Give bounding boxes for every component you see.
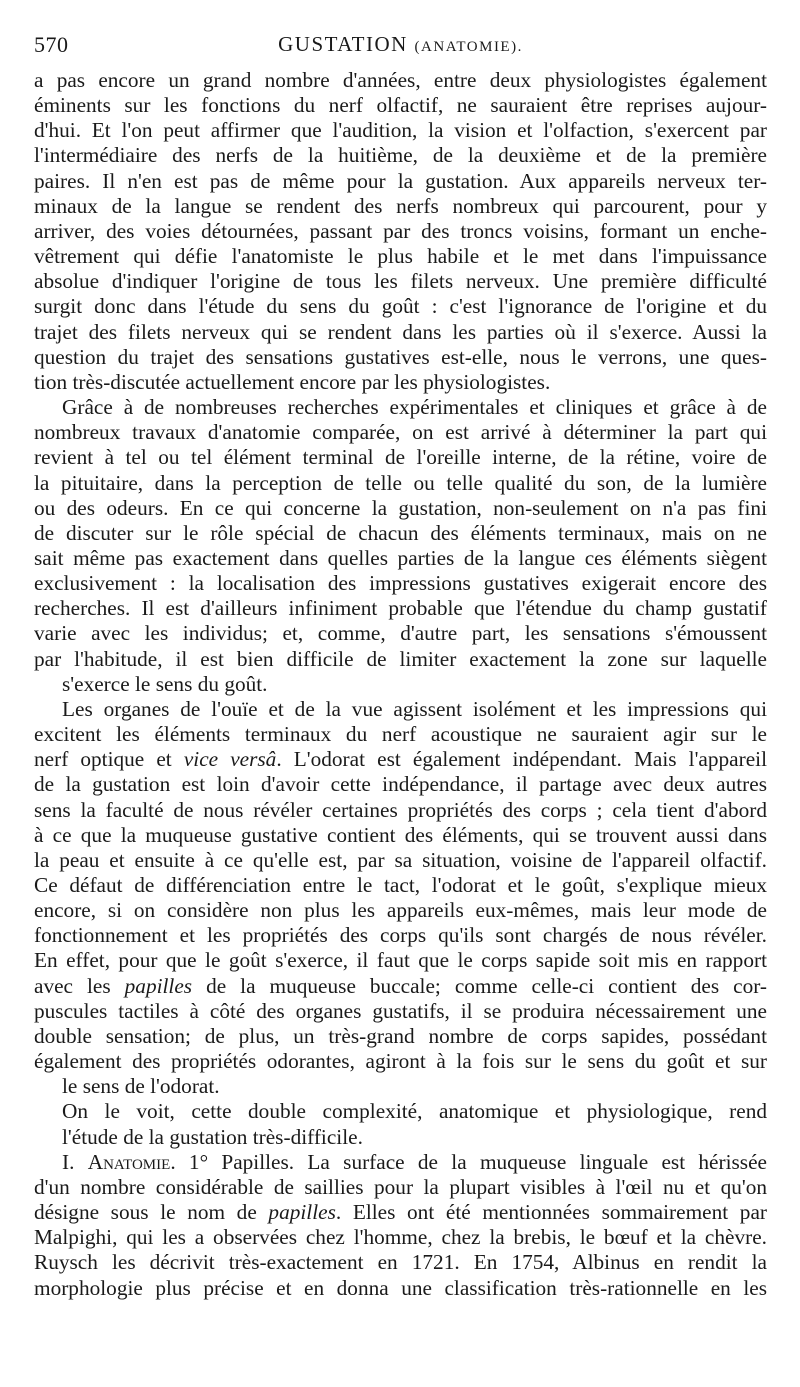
text-line: On le voit, cette double complexité, anatomique et physiologique, rend: [62, 1099, 767, 1124]
text-line: nombreux travaux d'anatomie comparée, on est arrivé à déterminer la part qui: [34, 420, 767, 445]
text-line: Les organes de l'ouïe et de la vue agissent isolément et les impressions qui: [62, 696, 767, 721]
paragraph: [34, 395, 767, 697]
text-line: encore, si on considère non plus les appareils eux-mêmes, mais leur mode de: [34, 898, 767, 923]
text-line: sait même pas exactement dans quelles parties de la langue ces éléments siègent: [34, 545, 767, 570]
text-line: vêtrement qui défie l'anatomiste le plus habile et le met dans l'impuissance: [34, 244, 767, 269]
text-line: recherches. Il est d'ailleurs infiniment probable que l'étendue du champ gustatif: [34, 596, 767, 621]
section-heading: Anatomie: [87, 1149, 171, 1174]
text-line: morphologie plus précise et en donna une classification très-rationnelle en les: [34, 1275, 767, 1300]
text-line: l'étude de la gustation très-difficile.: [62, 1124, 363, 1149]
text-line: d'hui. Et l'on peut affirmer que l'audition, la vision et l'olfaction, s'exercent par: [34, 118, 767, 143]
text-line: En effet, pour que le goût s'exerce, il faut que le corps sapide soit mis en rapport: [34, 948, 767, 973]
text-line: d'un nombre considérable de saillies pour la plupart visibles à l'œil nu et qu'on: [34, 1174, 767, 1199]
page-number: 570: [34, 32, 69, 57]
paragraph: [34, 697, 767, 1100]
text-line: fonctionnement et les propriétés des corps qu'ils sont chargés de nous révéler.: [34, 923, 767, 948]
text-line: question du trajet des sensations gustatives est-elle, nous le verrons, une ques-: [34, 344, 767, 369]
text-line: par l'habitude, il est bien difficile de limiter exactement la zone sur laquelle: [34, 646, 767, 671]
paragraph: [34, 68, 767, 395]
text-line: à ce que la muqueuse gustative contient des éléments, qui se trouvent aussi dans: [34, 822, 767, 847]
text-line: revient à tel ou tel élément terminal de l'oreille interne, de la rétine, voire de: [34, 445, 767, 470]
page-body: [34, 68, 767, 1301]
text-line: également des propriétés odorantes, agiront à la fois sur le sens du goût et sur: [34, 1049, 767, 1074]
paragraph: [34, 1099, 767, 1149]
text-line: éminents sur les fonctions du nerf olfactif, ne sauraient être reprises aujour-: [34, 93, 767, 118]
text-line: tion très-discutée actuellement encore par les physiologistes.: [34, 369, 551, 394]
page-header: [34, 28, 767, 68]
paragraph: [34, 1150, 767, 1301]
text-line: Malpighi, qui les a observées chez l'homme, chez la brebis, le bœuf et la chèvre.: [34, 1225, 767, 1250]
text-line: exclusivement : la localisation des impressions gustatives exigerait encore des: [34, 571, 767, 596]
text-line: la peau et ensuite à ce qu'elle est, par sa situation, voisine de l'appareil olfactif.: [34, 847, 767, 872]
text-line: le sens de l'odorat.: [62, 1074, 220, 1099]
text-line: désigne sous le nom de papilles. Elles ont été mentionnées sommairement par: [34, 1200, 767, 1225]
text-line: ou des odeurs. En ce qui concerne la gustation, non-seulement on n'a pas fini: [34, 495, 767, 520]
text-line: Ruysch les décrivit très-exactement en 1721. En 1754, Albinus en rendit la: [34, 1250, 767, 1275]
text-line: a pas encore un grand nombre d'années, entre deux physiologistes également: [34, 68, 767, 92]
text-line: nerf optique et vice versâ. L'odorat est également indépendant. Mais l'appareil: [34, 747, 767, 772]
text-line: l'intermédiaire des nerfs de la huitième, de la deuxième et de la première: [34, 143, 767, 168]
text-line: surgit donc dans l'étude du sens du goût : c'est l'ignorance de l'origine et du: [34, 294, 767, 319]
text-line: Grâce à de nombreuses recherches expérimentales et cliniques et grâce à de: [62, 395, 767, 420]
text-line: paires. Il n'en est pas de même pour la gustation. Aux appareils nerveux ter-: [34, 168, 767, 193]
text-line: s'exerce le sens du goût.: [62, 671, 268, 696]
text-line: arriver, des voies détournées, passant par des troncs voisins, formant un enche-: [34, 218, 767, 243]
text-line: varie avec les individus; et, comme, d'autre part, les sensations s'émoussent: [34, 621, 767, 646]
text-line: la pituitaire, dans la perception de telle ou telle qualité du son, de la lumière: [34, 470, 767, 495]
italic-term: vice versâ: [183, 747, 277, 772]
text-line: avec les papilles de la muqueuse buccale; comme celle-ci contient des cor-: [34, 973, 767, 998]
text-line: Ce défaut de différenciation entre le tact, l'odorat et le goût, s'explique mieux: [34, 873, 767, 897]
text-line: sens la faculté de nous révéler certaines propriétés des corps ; cela tient d'abord: [34, 797, 767, 822]
text-line: I. Anatomie. 1° Papilles. La surface de la muqueuse linguale est hérissée: [62, 1149, 767, 1174]
running-subtitle: (ANATOMIE).: [414, 39, 523, 55]
italic-term: papilles: [124, 973, 193, 998]
running-head: [34, 32, 767, 57]
text-line: minaux de la langue se rendent des nerfs nombreux qui parcourent, pour y: [34, 193, 767, 218]
text-line: double sensation; de plus, un très-grand nombre de corps sapides, possédant: [34, 1023, 767, 1048]
running-title: GUSTATION: [278, 32, 408, 56]
text-line: de discuter sur le rôle spécial de chacun des éléments terminaux, mais on ne: [34, 520, 767, 545]
text-line: de la gustation est loin d'avoir cette indépendance, il partage avec deux autres: [34, 772, 767, 797]
text-line: excitent les éléments terminaux du nerf acoustique ne sauraient agir sur le: [34, 722, 767, 747]
text-line: puscules tactiles à côté des organes gustatifs, il se produira nécessairement une: [34, 998, 767, 1023]
italic-term: papilles: [268, 1200, 336, 1225]
text-line: trajet des filets nerveux qui se rendent dans les parties où il s'exerce. Aussi la: [34, 319, 767, 344]
text-line: absolue d'indiquer l'origine de tous les filets nerveux. Une première difficulté: [34, 269, 767, 294]
